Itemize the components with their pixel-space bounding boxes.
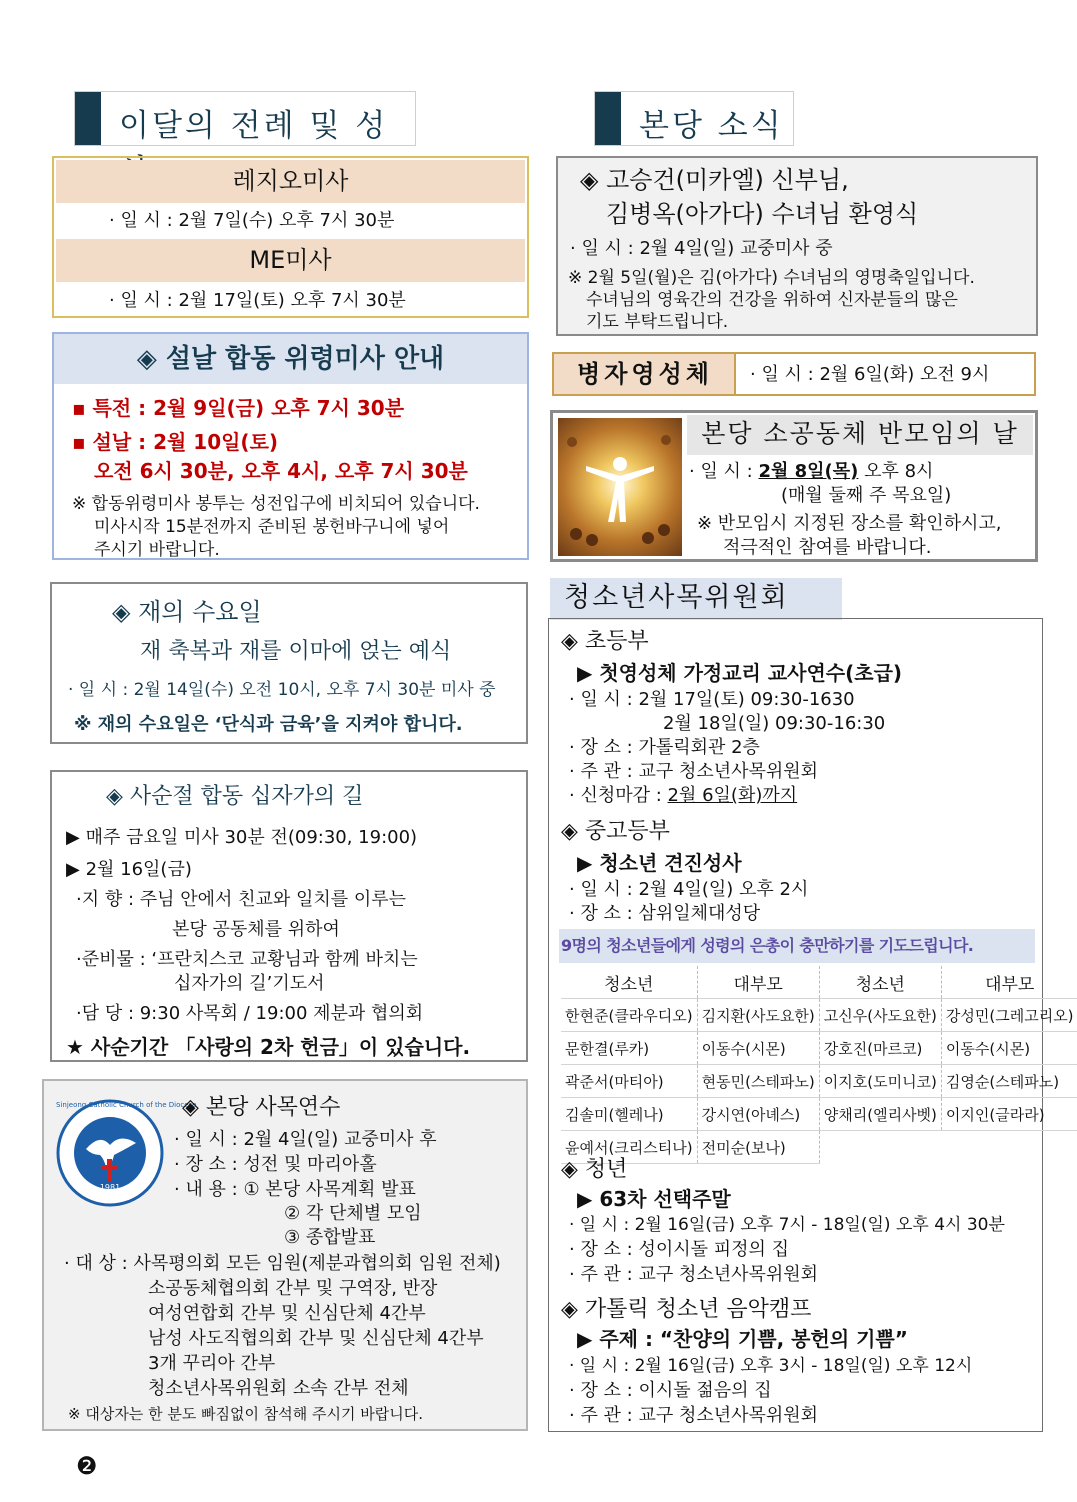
page-number: ❷ [76,1452,98,1480]
stations-line-2: ▶ 2월 16일(금) [66,859,192,880]
elem-host: · 주 관 : 교구 청소년사목위원회 [569,761,819,782]
header-bar [75,92,101,145]
pastoral-content-2: ② 각 단체별 모임 [284,1203,422,1224]
table-row [561,1131,1077,1164]
youth-header: 청소년사목위원회 [564,582,789,613]
camp-title: ◈ 가톨릭 청소년 음악캠프 [561,1297,812,1322]
table-cell: 김지환(사도요한) [697,999,819,1032]
community-date: 2월 8일(목) [758,461,859,482]
left-section-title: 이달의 전례 및 성 [119,108,389,144]
table-row [561,999,1077,1032]
table-cell: 한현준(클라우디오) [561,999,697,1032]
pastoral-training-box [42,1079,528,1431]
welcome-note-1: ※ 2월 5일(월)은 김(아가다) 수녀님의 영명축일입니다. [568,268,975,288]
table-cell: 김영순(스테파노) [941,1065,1077,1098]
stations-title: ◈ 사순절 합동 십자가의 길 [106,784,364,809]
elem-deadline: · 신청마감 : 2월 6일(화)까지 [569,785,798,806]
church-logo [56,1099,197,1207]
community-sub: (매월 둘째 주 목요일) [781,485,952,506]
regio-mass-box [52,156,529,318]
header-bar [595,92,621,145]
stations-box [50,770,528,1062]
stations-line-3: ·지 향 : 주님 안에서 친교와 일치를 이루는 [76,889,407,910]
table-cell [941,1131,1077,1164]
lunar-title: ◈ 설날 합동 위령미사 안내 [136,344,445,374]
ash-wednesday-box [50,582,528,744]
pastoral-time: · 일 시 : 2월 4일(일) 교중미사 후 [174,1129,437,1150]
table-cell: 곽준서(마티아) [561,1065,697,1098]
welcome-box [556,156,1038,336]
right-section-title: 본당 소식 [639,108,784,144]
lunar-eve: ▪ 특전 : 2월 9일(금) 오후 7시 30분 [72,396,405,420]
table-row [561,1032,1077,1065]
logo-ring-text: Sinjeong Catholic Church of the Diocese [56,1101,197,1109]
young-time: · 일 시 : 2월 16일(금) 오후 7시 - 18일(일) 오후 4시 30분 [569,1215,1005,1235]
table-header-row [561,966,1077,999]
welcome-title-1: ◈ 고승건(미카엘) 신부님, [580,166,849,194]
table-header-cell: 청소년 [819,966,941,999]
camp-time: · 일 시 : 2월 16일(금) 오후 3시 - 18일(일) 오후 12시 [569,1356,973,1376]
table-cell: 이동수(시몬) [697,1032,819,1065]
risen-christ-icon [558,418,682,556]
pastoral-target-6: 청소년사목위원회 소속 간부 전체 [148,1378,409,1399]
community-title: 본당 소공동체 반모임의 날 [701,419,1019,448]
table-cell: 고신우(사도요한) [819,999,941,1032]
young-host: · 주 관 : 교구 청소년사목위원회 [569,1264,819,1285]
stations-note: ★ 사순기간 「사랑의 2차 헌금」이 있습니다. [66,1035,471,1059]
elem-place: · 장 소 : 가톨릭회관 2층 [569,737,760,758]
community-time: · 일 시 : 2월 8일(목) 오후 8시 [689,461,934,482]
youth-box [548,618,1074,1432]
lunar-day-times: 오전 6시 30분, 오후 4시, 오후 7시 30분 [94,459,468,483]
stations-line-1: ▶ 매주 금요일 미사 30분 전(09:30, 19:00) [66,827,418,848]
table-cell: 이지호(도미니코) [819,1065,941,1098]
elem-time-1: · 일 시 : 2월 17일(토) 09:30-1630 [569,689,855,710]
lunar-mass-box [52,332,529,560]
camp-host: · 주 관 : 교구 청소년사목위원회 [569,1405,819,1426]
table-cell: 문한결(루카) [561,1032,697,1065]
camp-theme: ▶ 주제 : “찬양의 기쁨, 봉헌의 기쁨” [577,1327,908,1351]
table-cell: 이지인(글라라) [941,1098,1077,1131]
table-cell: 강호진(마르코) [819,1032,941,1065]
me-time: · 일 시 : 2월 17일(토) 오후 7시 30분 [109,290,406,311]
logo-year: 1981 [99,1183,121,1192]
lunar-note-2: 미사시작 15분전까지 준비된 봉헌바구니에 넣어 [94,517,450,537]
table-cell: 강시연(아녜스) [697,1098,819,1131]
pastoral-title: ◈ 본당 사목연수 [182,1095,341,1120]
ash-subtitle: 재 축복과 재를 이마에 얹는 예식 [140,639,452,664]
pastoral-target-5: 3개 꾸리아 간부 [148,1353,276,1374]
elem-title: ◈ 초등부 [561,629,649,654]
young-title: ◈ 청년 [561,1157,628,1182]
confirmation-table [561,966,1077,1164]
table-cell: 이동수(시몬) [941,1032,1077,1065]
mid-title: ◈ 중고등부 [561,819,670,844]
pastoral-note: ※ 대상자는 한 분도 빠짐없이 참석해 주시기 바랍니다. [68,1405,424,1423]
confirmation-banner-text: 9명의 청소년들에게 성령의 은총이 충만하기를 기도드립니다. [561,936,974,955]
lunar-note-1: ※ 합동위령미사 봉투는 성전입구에 비치되어 있습니다. [72,494,480,514]
community-box [550,410,1038,562]
mid-event: ▶ 청소년 견진성사 [577,851,742,875]
ash-note: ※ 재의 수요일은 ‘단식과 금육’을 지켜야 합니다. [74,714,463,735]
stations-line-4: 본당 공동체를 위하여 [172,919,340,940]
welcome-note-2: 수녀님의 영육간의 건강을 위하여 신자분들의 많은 [586,290,958,310]
table-cell: 강성민(그레고리오) [941,999,1077,1032]
table-cell: 김솔미(헬레나) [561,1098,697,1131]
table-cell: 현동민(스테파노) [697,1065,819,1098]
welcome-time: · 일 시 : 2월 4일(일) 교중미사 중 [570,238,833,259]
elem-time-2: 2월 18일(일) 09:30-16:30 [663,713,886,734]
right-section-header [594,91,794,146]
table-cell: 전미순(보나) [697,1131,819,1164]
ash-time: · 일 시 : 2월 14일(수) 오전 10시, 오후 7시 30분 미사 중 [68,680,496,700]
pastoral-target-4: 남성 사도직협의회 간부 및 신심단체 4간부 [148,1328,484,1349]
stations-line-6: 십자가의 길’기도서 [174,973,325,994]
lunar-day: ▪ 설날 : 2월 10일(토) [72,430,279,454]
pastoral-target-3: 여성연합회 간부 및 신심단체 4간부 [148,1303,426,1324]
sick-communion-box [552,352,1036,396]
table-row [561,1065,1077,1098]
left-section-header [74,91,416,146]
table-header-cell: 대부모 [941,966,1077,999]
mid-time: · 일 시 : 2월 4일(일) 오후 2시 [569,879,809,900]
stations-line-7: ·담 당 : 9:30 사목회 / 19:00 제분과 협의회 [76,1003,424,1024]
table-cell: 양채리(엘리사벳) [819,1098,941,1131]
table-cell: 윤예서(크리스티나) [561,1131,697,1164]
mid-place: · 장 소 : 삼위일체대성당 [569,903,761,924]
community-note-2: 적극적인 참여를 바랍니다. [723,537,932,558]
stations-line-5: ·준비물 : ‘프란치스코 교황님과 함께 바치는 [76,949,418,970]
ash-title: ◈ 재의 수요일 [112,598,262,626]
elem-event: ▶ 첫영성체 가정교리 교사연수(초급) [577,661,903,685]
welcome-title-2: 김병옥(아가다) 수녀님 환영식 [606,200,919,228]
community-note-1: ※ 반모임시 지정된 장소를 확인하시고, [697,513,1002,534]
lunar-note-3: 주시기 바랍니다. [94,540,220,560]
sick-time: · 일 시 : 2월 6일(화) 오전 9시 [750,364,990,385]
table-cell [819,1131,941,1164]
pastoral-place: · 장 소 : 성전 및 마리아홀 [174,1154,377,1175]
pastoral-content-3: ③ 종합발표 [284,1227,376,1248]
welcome-note-3: 기도 부탁드립니다. [586,312,729,332]
table-header-cell: 대부모 [697,966,819,999]
camp-place: · 장 소 : 이시돌 젊음의 집 [569,1380,772,1401]
pastoral-content-1: · 내 용 : ① 본당 사목계획 발표 [174,1179,416,1200]
table-header-cell: 청소년 [561,966,697,999]
me-title: ME미사 [249,246,332,274]
regio-time: · 일 시 : 2월 7일(수) 오후 7시 30분 [109,210,395,231]
table-row [561,1098,1077,1131]
young-event: ▶ 63차 선택주말 [577,1187,731,1211]
sick-label: 병자영성체 [577,360,713,388]
young-place: · 장 소 : 성이시돌 피정의 집 [569,1239,789,1260]
pastoral-target-1: · 대 상 : 사목평의회 모든 임원(제분과협의회 임원 전체) [64,1253,501,1274]
pastoral-target-2: 소공동체협의회 간부 및 구역장, 반장 [148,1278,438,1299]
regio-title: 레지오미사 [232,167,349,195]
community-image [558,418,682,556]
